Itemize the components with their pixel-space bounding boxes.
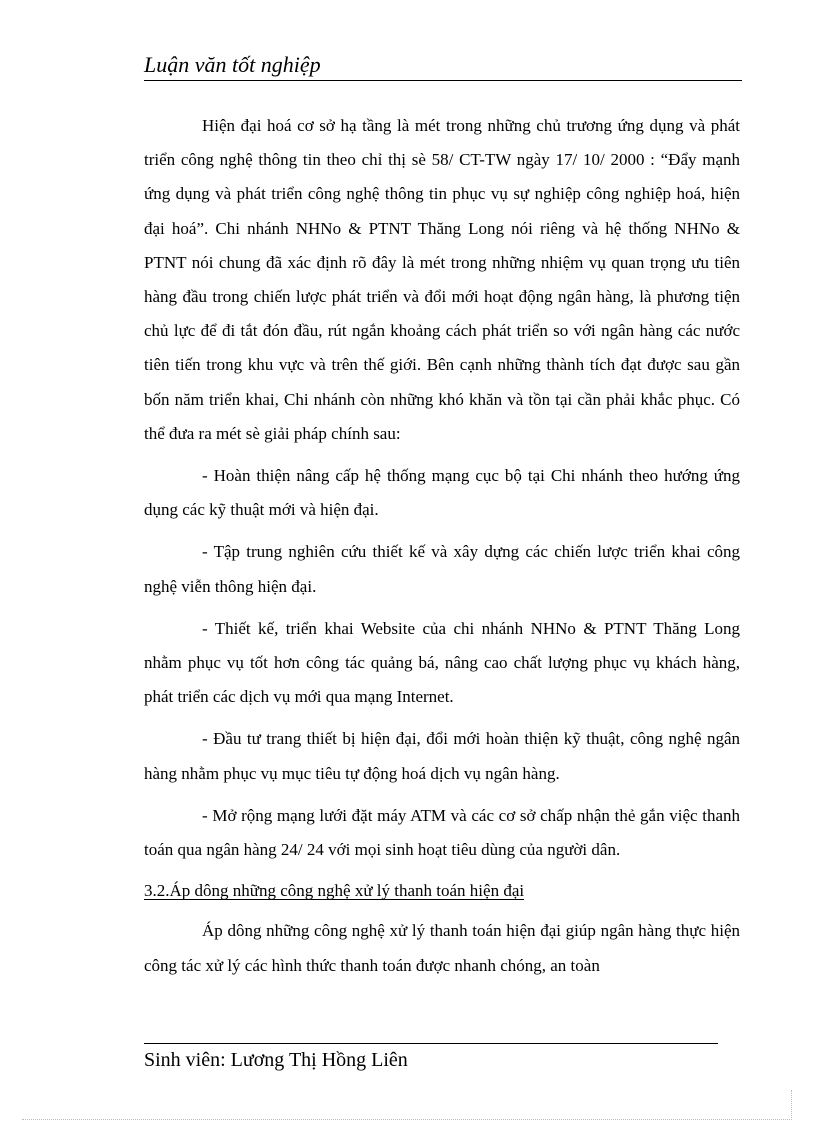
section-paragraph: Áp dông những công nghệ xử lý thanh toán hiện đại giúp ngân hàng thực hiện công tác xử lý các hình thức thanh toán được nhanh chóng, an toàn <box>144 921 740 975</box>
page-header <box>144 50 742 81</box>
list-item: - Đầu tư trang thiết bị hiện đại, đổi mới hoàn thiện kỹ thuật, công nghệ ngân hàng nhằm phục vụ mục tiêu tự động hoá dịch vụ ngân hàng. <box>144 729 740 783</box>
footer-divider <box>144 1043 718 1044</box>
list-item: - Tập trung nghiên cứu thiết kế và xây dựng các chiến lược triển khai công nghệ viễn thông hiện đại. <box>144 542 740 596</box>
page-bottom-edge <box>22 1119 792 1120</box>
footer-student-name: Sinh viên: Lương Thị Hồng Liên <box>144 1049 408 1071</box>
page-right-edge <box>791 1090 792 1120</box>
list-item: - Mở rộng mạng lưới đặt máy ATM và các cơ sở chấp nhận thẻ gắn việc thanh toán qua ngân hàng 24/ 24 với mọi sinh hoạt tiêu dùng của người dân. <box>144 805 740 860</box>
list-item: - Hoàn thiện nâng cấp hệ thống mạng cục bộ tại Chi nhánh theo hướng ứng dụng các kỹ thuật mới và hiện đại. <box>144 466 740 520</box>
section-heading: 3.2.Áp dông những công nghệ xử lý thanh toán hiện đại <box>144 881 525 901</box>
list-item: - Thiết kế, triển khai Website của chi nhánh NHNo & PTNT Thăng Long nhằm phục vụ tốt hơn công tác quảng bá, nâng cao chất lượng phục vụ khách hàng, phát triển các dịch vụ mới qua mạng Internet. <box>144 618 740 707</box>
header-title: Luận văn tốt nghiệp <box>144 52 321 77</box>
document-body <box>144 109 740 983</box>
intro-paragraph: Hiện đại hoá cơ sở hạ tầng là mét trong những chủ trương ứng dụng và phát triển công nghệ thông tin theo chỉ thị sè 58/ CT-TW ngày 17/ 10/ 2000 : “Đẩy mạnh ứng dụng và phát triển công nghệ thông tin phục vụ sự nghiệp công nghiệp hoá, hiện đại hoá”. Chi nhánh NHNo & PTNT Thăng Long nói riêng và hệ thống NHNo & PTNT nói chung đã xác định rõ đây là mét trong những nhiệm vụ quan trọng ưu tiên hàng đầu trong chiến lược phát triển và đổi mới hoạt động ngân hàng, là phương tiện chủ lực để đi tắt đón đầu, rút ngắn khoảng cách phát triển so với ngân hàng các nước tiên tiến trong khu vực và trên thế giới. Bên cạnh những thành tích đạt được sau gần bốn năm triển khai, Chi nhánh còn những khó khăn và tồn tại cần phải khắc phục. Có thể đưa ra mét sè giải pháp chính sau: <box>144 116 740 443</box>
